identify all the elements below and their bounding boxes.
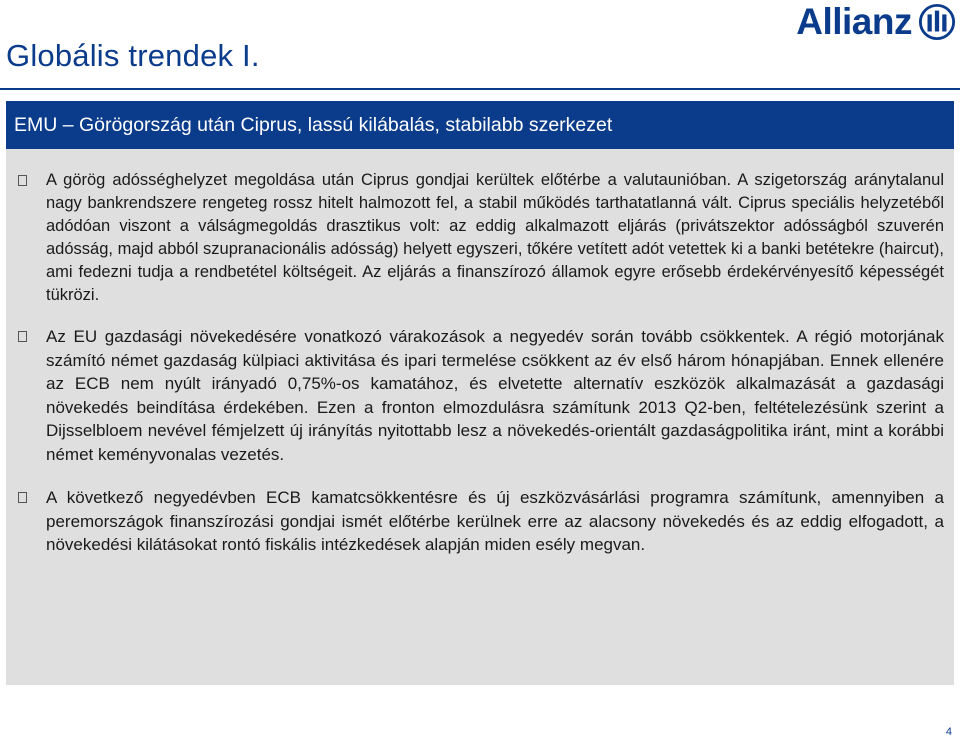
logo-text: Allianz: [796, 1, 912, 42]
page-title: Globális trendek I.: [6, 38, 260, 73]
bullet-item-eu-growth: [18, 325, 944, 466]
bullet-text: A görög adósséghelyzet megoldása után Ciprus gondjai kerültek előtérbe a valutaunióban. A szigetország aránytalanul nagy bankrendszere rengeteg rossz hitelt halmozott fel, a stabil működés tarthatatlanná vált. Ciprus speciális helyzetéből adódóan viszont a válságmegoldás drasztikus volt: az eddig alkalmazott eljárás (privátszektor adósságból szuverén adósság, majd abból szupranacionális adósság) helyett egyszeri, tőkére vetített adót vetettek ki a banki betétekre (haircut), ami fedezni tudja a rendbetétel költségeit. Az eljárás a finanszírozó államok egyre erősebb érdekérvényesítő képességét tükrözi.: [46, 171, 944, 304]
banner-text: EMU – Görögország után Ciprus, lassú kilábalás, stabilabb szerkezet: [14, 113, 613, 136]
title-divider: [0, 88, 960, 90]
bullet-square-icon: [18, 331, 27, 342]
bullet-square-icon: [18, 175, 27, 186]
content-panel: [6, 149, 954, 685]
bullet-text: A következő negyedévben ECB kamatcsökkentésre és új eszközvásárlási programra számítunk, amennyiben a peremországok finanszírozási gondjai ismét előtérbe kerülnek erre az alacsony növekedés és az eddig elfogadott, a növekedési kilátásokat rontó fiskális intézkedések alapján miden esély megvan.: [46, 488, 944, 554]
bullet-item-ecb-outlook: [18, 486, 944, 557]
bullet-item-cyprus: [18, 169, 944, 307]
allianz-eagle-icon: [918, 3, 956, 41]
bullet-square-icon: [18, 492, 27, 503]
bullet-text: Az EU gazdasági növekedésére vonatkozó várakozások a negyedév során tovább csökkentek. A régió motorjának számító német gazdaság külpiaci aktivitása és ipari termelése csökkent az év első három hónapjában. Ennek ellenére az ECB nem nyúlt irányadó 0,75%-os kamatához, és elvetette alternatív eszközök alkalmazását a gazdasági növekedés beindítása érdekében. Ezen a fronton elmozdulásra számítunk 2013 Q2-ben, feltételezésünk szerint a Dijsselbloem nevével fémjelzett új irányítás nyitottabb lesz a növekedés-orientált gazdaságpolitika iránt, mint a korábbi német keményvonalas vezetés.: [46, 327, 944, 464]
allianz-logo: [796, 2, 956, 42]
section-banner: [6, 101, 954, 149]
page-number: 4: [945, 726, 952, 738]
